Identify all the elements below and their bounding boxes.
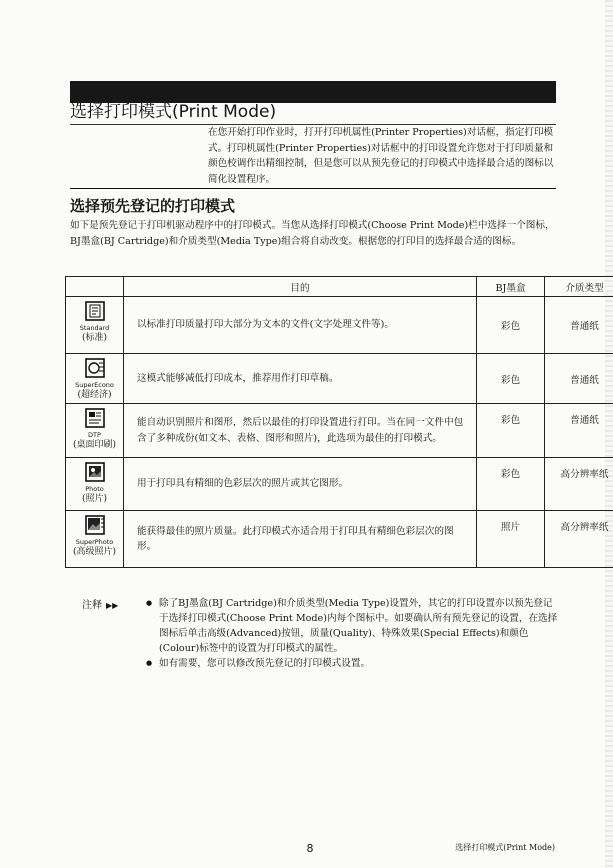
mode-icon-cell [66, 458, 124, 511]
mode-icon-label: SuperPhoto [75, 538, 114, 546]
mode-purpose: 能获得最佳的照片质量。此打印模式亦适合用于打印具有精细色彩层次的图形。 [124, 511, 477, 568]
mode-icon-label: Photo [85, 485, 104, 493]
mode-name-cn: (标准) [81, 333, 108, 343]
mode-name-cn: (高级照片) [72, 547, 117, 557]
mode-icon-label: DTP [88, 431, 101, 439]
superphoto-mode-icon [85, 515, 105, 535]
section-description: 如下是预先登记于打印机驱动程序中的打印模式。当您从选择打印模式(Choose Print Mode)栏中选择一个图标，BJ墨盒(BJ Cartridge)和介质类型(Media Type)组合将自动改变。根据您的打印目的选择最合适的图标。 [70, 220, 555, 247]
dtp-mode-icon [85, 408, 105, 428]
note-label [82, 596, 118, 611]
note-arrow-icon: ▶▶ [106, 601, 119, 610]
mode-media: 普通纸 [545, 404, 613, 458]
page-number: 8 [306, 842, 314, 855]
mode-media: 高分辨率纸 [545, 511, 613, 568]
mode-cartridge: 彩色 [477, 458, 545, 511]
mode-media: 普通纸 [545, 354, 613, 404]
mode-name-cn: (照片) [81, 494, 108, 504]
mode-cartridge: 彩色 [477, 404, 545, 458]
table-row [66, 511, 613, 568]
mode-icon-cell [66, 354, 124, 404]
mode-purpose: 这模式能够减低打印成本，推荐用作打印草稿。 [124, 354, 477, 404]
table-header-row [66, 277, 613, 297]
footer-title: 选择打印模式(Print Mode) [455, 843, 555, 852]
mode-purpose: 能自动识别照片和图形，然后以最佳的打印设置进行打印。当在同一文件中包含了多种成份(如文本、表格、图形和照片)，此选项为最佳的打印模式。 [124, 404, 477, 458]
section-divider [70, 188, 556, 189]
print-mode-table [65, 276, 613, 568]
mode-icon-cell [66, 511, 124, 568]
mode-purpose: 以标准打印质量打印大部分为文本的文件(文字处理文件等)。 [124, 297, 477, 354]
standard-mode-icon [85, 301, 105, 321]
mode-icon-cell [66, 404, 124, 458]
mode-name-cn: (超经济) [77, 390, 112, 400]
table-header-media: 介质类型 [545, 277, 613, 297]
notes-list [146, 596, 558, 671]
mode-name-cn: (桌面印刷) [72, 440, 117, 450]
list-item: ● 除了BJ墨盒(BJ Cartridge)和介质类型(Media Type)设置外，其它的打印设置亦以预先登记于选择打印模式(Choose Print Mode)内每个图标中。如要确认所有预先登记的设置，在选择图标后单击高级(Advanced)按钮，质量(Quality)、特殊效果(Special Effects)和颜色(Colour)标签中的设置为打印模式的属性。 [146, 596, 558, 656]
mode-cartridge: 照片 [477, 511, 545, 568]
mode-media: 高分辨率纸 [545, 458, 613, 511]
mode-icon-label: Standard [79, 324, 110, 332]
supereconomy-mode-icon [85, 358, 105, 378]
mode-cartridge: 彩色 [477, 354, 545, 404]
table-row [66, 354, 613, 404]
table-header-cartridge: BJ墨盒 [477, 277, 545, 297]
header-bar [70, 81, 556, 103]
intro-paragraph: 在您开始打印作业时，打开打印机属性(Printer Properties)对话框，指定打印模式。打印机属性(Printer Properties)对话框中的打印设置允许您对于打印质量和颜色校调作出精细控制，但是您可以从预先登记的打印模式中选择最合适的图标以简化设置程序。 [208, 127, 554, 185]
mode-cartridge: 彩色 [477, 297, 545, 354]
page-title: 选择打印模式(Print Mode) [70, 102, 277, 122]
mode-icon-label: SuperEcono [75, 381, 114, 389]
mode-media: 普通纸 [545, 297, 613, 354]
photo-mode-icon [85, 462, 105, 482]
section-heading: 选择预先登记的打印模式 [70, 197, 236, 215]
table-header-icon [66, 277, 124, 297]
table-row [66, 458, 613, 511]
mode-purpose: 用于打印具有精细的色彩层次的照片或其它图形。 [124, 458, 477, 511]
list-item: ● 如有需要，您可以修改预先登记的打印模式设置。 [146, 656, 558, 671]
table-row [66, 404, 613, 458]
mode-icon-cell [66, 297, 124, 354]
table-header-purpose: 目的 [124, 277, 477, 297]
table-row [66, 297, 613, 354]
note-label-text: 注释 [82, 600, 102, 611]
